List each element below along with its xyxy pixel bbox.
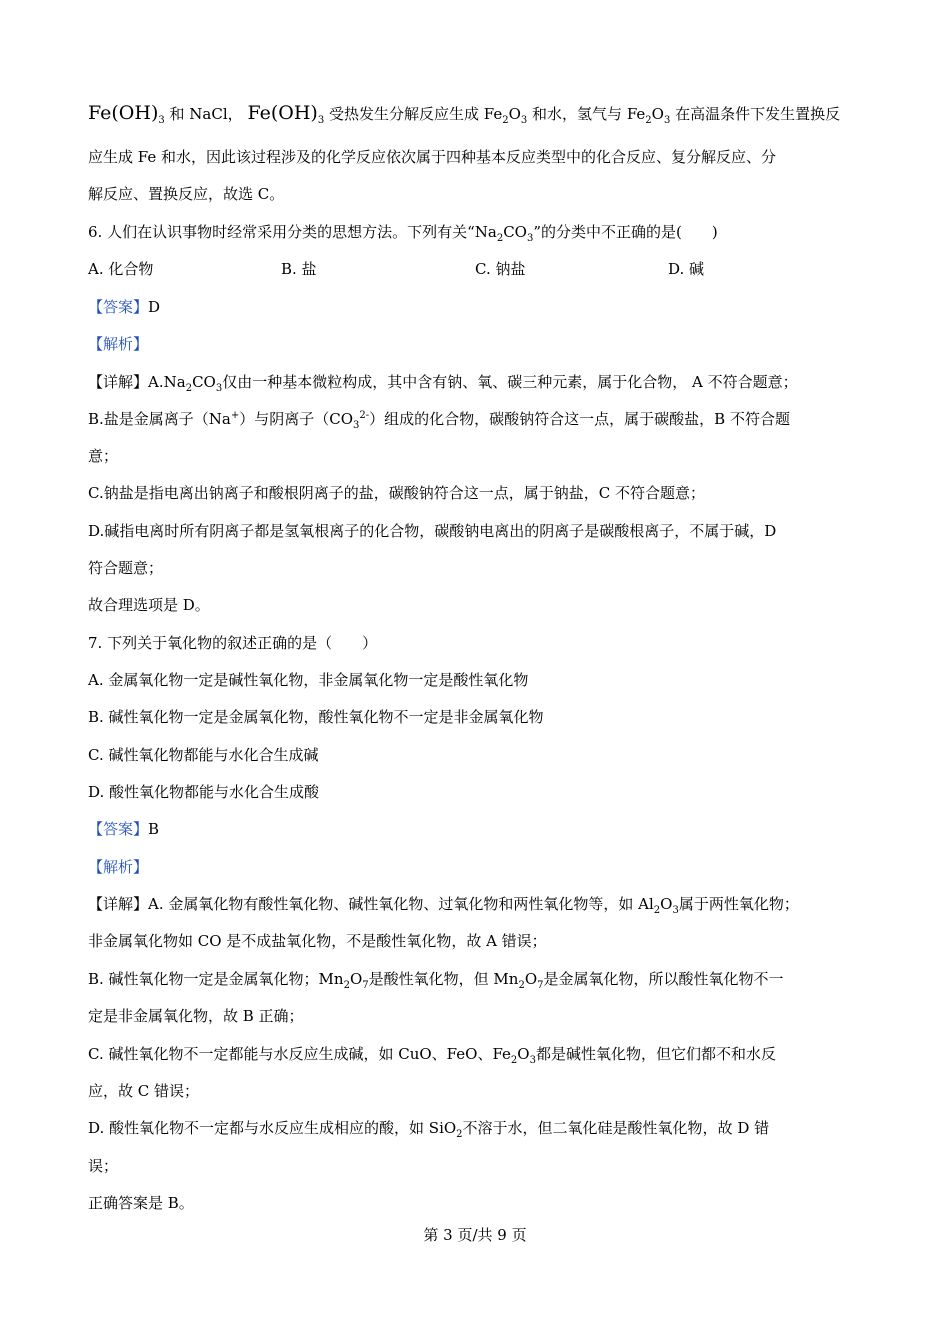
q7-detail-2: 非金属氧化物如 CO 是不成盐氧化物，不是酸性氧化物，故 A 错误；: [88, 932, 547, 950]
q6-detail-1: 【详解】$A.Na_2CO_3$仅由一种基本微粒构成，其中含有钠、氧、碳三种元素，属于化合物， A 不符合题意；: [88, 373, 798, 394]
q6-detail-4: C.钠盐是指电离出钠离子和酸根阴离子的盐，碳酸钠符合这一点，属于钠盐，C 不符合题意；: [88, 484, 705, 502]
q7-detail-1: 【详解】A. 金属氧化物有酸性氧化物、碱性氧化物、过氧化物和两性氧化物等，如 $Al_2O_3$属于两性氧化物；: [88, 895, 799, 916]
answer-tag: 【答案】: [88, 298, 149, 316]
q6-detail-2: B.盐是金属离子（Na+）与阴离子$(CO_3^{2-})$组成的化合物，碳酸钠符合这一点，属于碳酸盐，B 不符合题: [88, 410, 790, 431]
q6-option-d: D. 碱: [668, 260, 705, 278]
intro-line-3: 解反应、置换反应，故选 C。: [88, 185, 285, 203]
q7-option-d: D. 酸性氧化物都能与水化合生成酸: [88, 783, 320, 801]
intro-line-2: 应生成 Fe 和水，因此该过程涉及的化学反应依次属于四种基本反应类型中的化合反应、复分解反应、分: [88, 148, 777, 166]
q7-detail-6: 应，故 C 错误；: [88, 1082, 200, 1100]
q6-detail-6: 符合题意；: [88, 559, 164, 577]
q6-option-a: A. 化合物: [88, 260, 154, 278]
q7-option-b: B. 碱性氧化物一定是金属氧化物，酸性氧化物不一定是非金属氧化物: [88, 708, 544, 726]
q7-option-a: A. 金属氧化物一定是碱性氧化物，非金属氧化物一定是酸性氧化物: [88, 671, 529, 689]
q6-detail-7: 故合理选项是 D。: [88, 596, 210, 614]
q7-detail-5: C. 碱性氧化物不一定都能与水反应生成碱，如 CuO、FeO、$Fe_2O_3$都是碱性氧化物，但它们都不和水反: [88, 1045, 776, 1066]
page-number: 第 3 页/共 9 页: [423, 1226, 527, 1244]
q7-analysis-tag: 【解析】: [88, 858, 149, 876]
q7-detail-4: 定是非金属氧化物，故 B 正确；: [88, 1007, 304, 1025]
q6-analysis-tag: 【解析】: [88, 335, 149, 353]
q7-answer: 【答案】B: [88, 820, 160, 838]
q6-detail-3: 意；: [88, 447, 119, 465]
q6-stem: 6. 人们在认识事物时经常采用分类的思想方法。下列有关“$Na_2CO_3$”的分类中不正确的是( ): [88, 223, 718, 244]
q6-option-b: B. 盐: [281, 260, 317, 278]
q7-detail-8: 误；: [88, 1157, 119, 1175]
q6-detail-5: D.碱指电离时所有阴离子都是氢氧根离子的化合物，碳酸钠电离出的阴离子是碳酸根离子，不属于碱，D: [88, 522, 777, 540]
detail-tag: 【详解】: [88, 895, 149, 913]
detail-tag: 【详解】: [88, 373, 149, 391]
q6-option-c: C. 钠盐: [475, 260, 526, 278]
q7-detail-3: B. 碱性氧化物一定是金属氧化物；$Mn_2O_7$是酸性氧化物，但 $Mn_2O_7$是金属氧化物，所以酸性氧化物不一: [88, 970, 784, 991]
q7-detail-7: D. 酸性氧化物不一定都与水反应生成相应的酸，如 SiO$_2$不溶于水，但二氧化硅是酸性氧化物，故 D 错: [88, 1119, 770, 1140]
answer-tag: 【答案】: [88, 820, 149, 838]
q7-option-c: C. 碱性氧化物都能与水化合生成碱: [88, 746, 319, 764]
q7-stem: 7. 下列关于氧化物的叙述正确的是（ ）: [88, 634, 378, 652]
q7-detail-9: 正确答案是 B。: [88, 1194, 194, 1212]
q6-answer: 【答案】D: [88, 298, 161, 316]
intro-line-1: $Fe(OH)_3$ 和 NaCl， $Fe(OH)_3$ 受热发生分解反应生成 $Fe_2O_3$ 和水，氢气与 $Fe_2O_3$ 在高温条件下发生置换反: [88, 102, 841, 126]
